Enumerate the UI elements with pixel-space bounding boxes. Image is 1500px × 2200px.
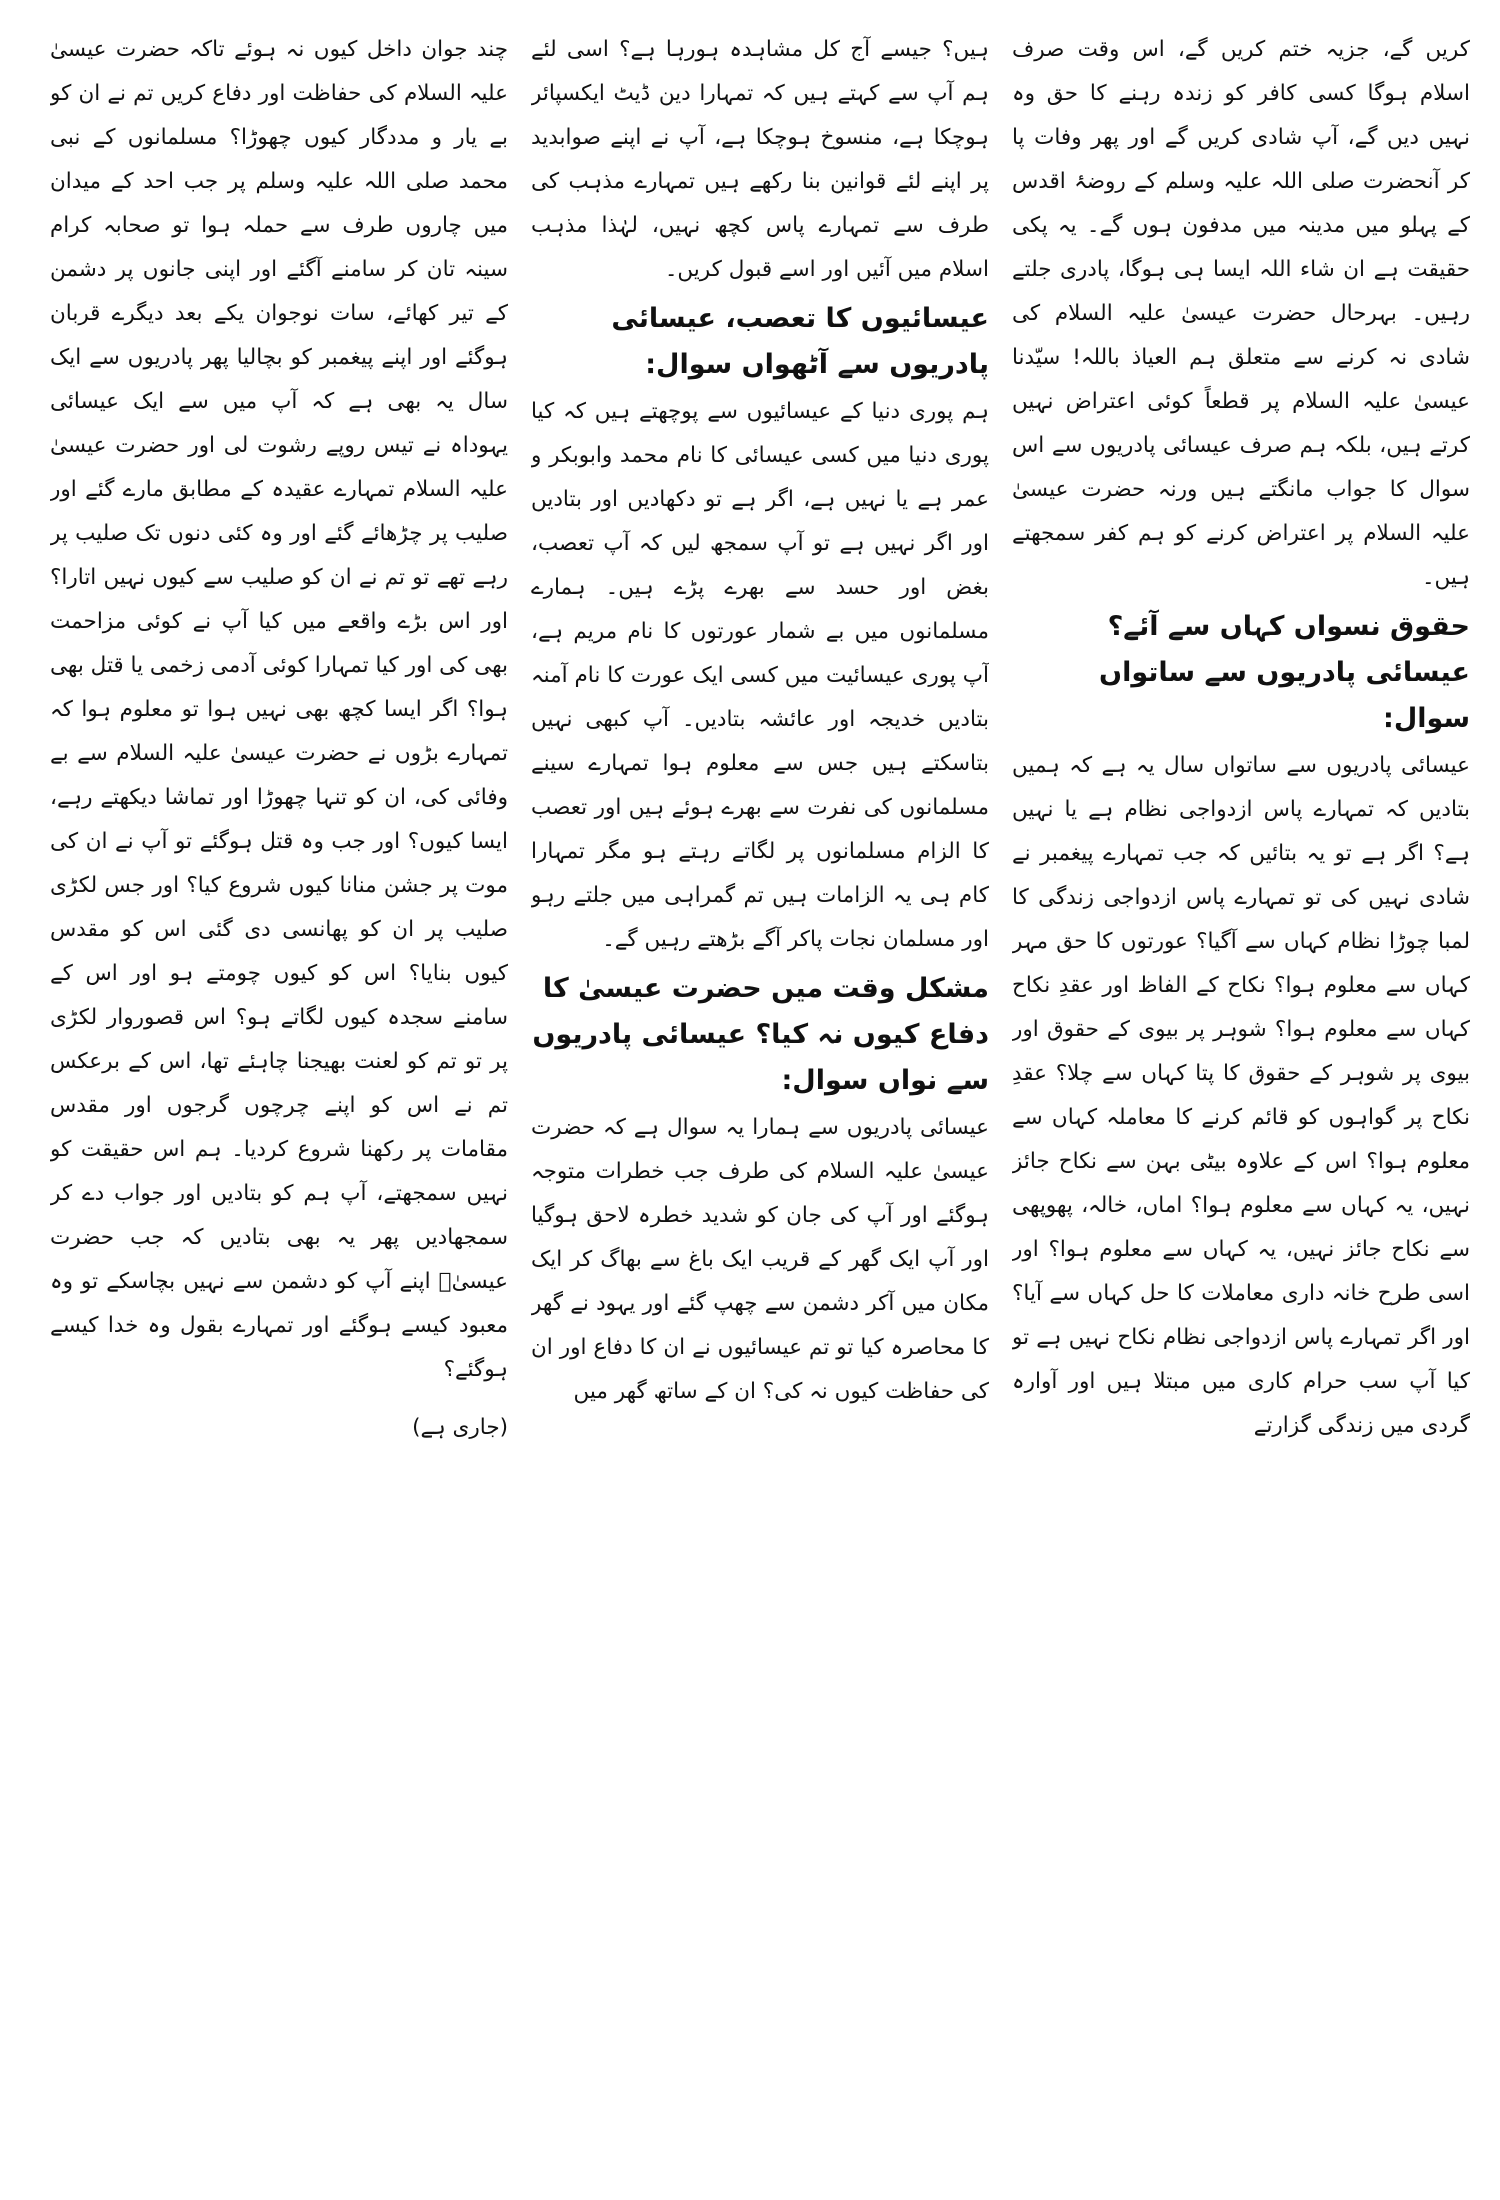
paragraph: عیسائی پادریوں سے ہمارا یہ سوال ہے کہ حضرت عیسیٰ علیہ السلام کی طرف جب خطرات متوجہ ہوگئے اور آپ کی جان کو شدید خطرہ لاحق ہوگیا اور آپ ایک گھر کے قریب ایک باغ سے بھاگ کر ایک مکان میں آکر دشمن سے چھپ گئے اور یہود نے گھر کا محاصرہ کیا تو تم عیسائیوں نے ان کا دفاع اور ان کی حفاظت کیوں نہ کی؟ ان کے ساتھ گھر میں [531, 1115, 989, 1404]
section-heading: مشکل وقت میں حضرت عیسیٰ کا دفاع کیوں نہ کیا؟ عیسائی پادریوں سے نواں سوال: [532, 973, 989, 1096]
section-heading: حقوق نسواں کہاں سے آئے؟ عیسائی پادریوں سے ساتواں سوال: [1099, 611, 1470, 734]
column-right [1012, 28, 1470, 2178]
paragraph: عیسائی پادریوں سے ساتواں سال یہ ہے کہ ہمیں بتادیں کہ تمہارے پاس ازدواجی نظام ہے یا نہیں ہے؟ اگر ہے تو یہ بتائیں کہ جب تمہارے پیغمبر نے شادی نہیں کی تو تمہارے پاس ازدواجی زندگی کا لمبا چوڑا نظام کہاں سے آگیا؟ عورتوں کا حق مہر کہاں سے معلوم ہوا؟ نکاح کے الفاظ اور عقدِ نکاح کہاں سے معلوم ہوا؟ شوہر پر بیوی کے حقوق اور بیوی پر شوہر کے حقوق کا پتا کہاں سے چلا؟ عقدِ نکاح پر گواہوں کو قائم کرنے کا معاملہ کہاں سے معلوم ہوا؟ اس کے علاوہ بیٹی بہن سے نکاح جائز نہیں، یہ کہاں سے معلوم ہوا؟ اماں، خالہ، پھوپھی سے نکاح جائز نہیں، یہ کہاں سے معلوم ہوا؟ اور اسی طرح خانہ داری معاملات کا حل کہاں سے آیا؟ اور اگر تمہارے پاس ازدواجی نظام نکاح نہیں ہے تو کیا آپ سب حرام کاری میں مبتلا ہیں اور آوارہ گردی میں زندگی گزارتے [1012, 753, 1470, 1438]
paragraph: ہیں؟ جیسے آج کل مشاہدہ ہورہا ہے؟ اسی لئے ہم آپ سے کہتے ہیں کہ تمہارا دین ڈیٹ ایکسپائر ہوچکا ہے، منسوخ ہوچکا ہے، آپ نے اپنے صوابدید پر اپنے لئے قوانین بنا رکھے ہیں تمہارے مذہب کی طرف سے تمہارے پاس کچھ نہیں، لہٰذا مذہب اسلام میں آئیں اور اسے قبول کریں۔ [531, 37, 989, 282]
paragraph: کریں گے، جزیہ ختم کریں گے، اس وقت صرف اسلام ہوگا کسی کافر کو زندہ رہنے کا حق وہ نہیں دیں گے، آپ شادی کریں گے اور پھر وفات پا کر آنحضرت صلی اللہ علیہ وسلم کے روضۂ اقدس کے پہلو میں مدینہ میں مدفون ہوں گے۔ یہ پکی حقیقت ہے ان شاء اللہ ایسا ہی ہوگا، پادری جلتے رہیں۔ بہرحال حضرت عیسیٰ علیہ السلام کی شادی نہ کرنے سے متعلق ہم العیاذ باللہ! سیّدنا عیسیٰ علیہ السلام پر قطعاً کوئی اعتراض نہیں کرتے ہیں، بلکہ ہم صرف عیسائی پادریوں سے اس سوال کا جواب مانگتے ہیں ورنہ حضرت عیسیٰ علیہ السلام پر اعتراض کرنے کو ہم کفر سمجھتے ہیں۔ [1012, 37, 1470, 590]
section-heading: عیسائیوں کا تعصب، عیسائی پادریوں سے آٹھواں سوال: [611, 303, 989, 380]
paragraph: ہم پوری دنیا کے عیسائیوں سے پوچھتے ہیں کہ کیا پوری دنیا میں کسی عیسائی کا نام محمد وابوبکر و عمر ہے یا نہیں ہے، اگر ہے تو دکھادیں اور بتادیں اور اگر نہیں ہے تو آپ سمجھ لیں کہ آپ تعصب، بغض اور حسد سے بھرے پڑے ہیں۔ ہمارے مسلمانوں میں بے شمار عورتوں کا نام مریم ہے، آپ پوری عیسائیت میں کسی ایک عورت کا نام آمنہ بتادیں خدیجہ اور عائشہ بتادیں۔ آپ کبھی نہیں بتاسکتے ہیں جس سے معلوم ہوا تمہارے سینے مسلمانوں کی نفرت سے بھرے ہوئے ہیں اور تعصب کا الزام مسلمانوں پر لگاتے رہتے ہو مگر تمہارا کام ہی یہ الزامات ہیں تم گمراہی میں جلتے رہو اور مسلمان نجات پاکر آگے بڑھتے رہیں گے۔ [531, 399, 989, 952]
column-left [50, 28, 508, 2178]
continued-note: (جاری ہے) [412, 1415, 508, 1440]
column-gap [989, 28, 1012, 2180]
paragraph: چند جوان داخل کیوں نہ ہوئے تاکہ حضرت عیسیٰ علیہ السلام کی حفاظت اور دفاع کریں تم نے ان کو بے یار و مددگار کیوں چھوڑا؟ مسلمانوں کے نبی محمد صلی اللہ علیہ وسلم پر جب احد کے میدان میں چاروں طرف سے حملہ ہوا تو صحابہ کرام سینہ تان کر سامنے آگئے اور اپنی جانوں پر دشمن کے تیر کھائے، سات نوجوان یکے بعد دیگرے قربان ہوگئے اور اپنے پیغمبر کو بچالیا پھر پادریوں سے ایک سال یہ بھی ہے کہ آپ میں سے ایک عیسائی یہوداہ نے تیس روپے رشوت لی اور حضرت عیسیٰ علیہ السلام تمہارے عقیدہ کے مطابق مارے گئے اور صلیب پر چڑھائے گئے اور وہ کئی دنوں تک صلیب پر رہے تھے تو تم نے ان کو صلیب سے کیوں نہیں اتارا؟ اور اس بڑے واقعے میں کیا آپ نے کوئی مزاحمت بھی کی اور کیا تمہارا کوئی آدمی زخمی یا قتل بھی ہوا؟ اگر ایسا کچھ بھی نہیں ہوا تو معلوم ہوا کہ تمہارے بڑوں نے حضرت عیسیٰ علیہ السلام سے بے وفائی کی، ان کو تنہا چھوڑا اور تماشا دیکھتے رہے، ایسا کیوں؟ اور جب وہ قتل ہوگئے تو آپ نے ان کی موت پر جشن منانا کیوں شروع کیا؟ اور جس لکڑی صلیب پر ان کو پھانسی دی گئی اس کو مقدس کیوں بنایا؟ اس کو کیوں چومتے ہو اور اس کے سامنے سجدہ کیوں لگاتے ہو؟ اس قصوروار لکڑی پر تو تم کو لعنت بھیجنا چاہئے تھا، اس کے برعکس تم نے اس کو اپنے چرچوں گرجوں اور مقدس مقامات پر رکھنا شروع کردیا۔ ہم اس حقیقت کو نہیں سمجھتے، آپ ہم کو بتادیں اور جواب دے کر سمجھادیں پھر یہ بھی بتادیں کہ جب حضرت عیسیٰؑ اپنے آپ کو دشمن سے نہیں بچاسکے تو وہ معبود کیسے ہوگئے اور تمہارے بقول وہ خدا کیسے ہوگئے؟ [50, 37, 508, 1382]
column-middle [531, 28, 989, 2178]
column-gap [508, 28, 531, 2180]
